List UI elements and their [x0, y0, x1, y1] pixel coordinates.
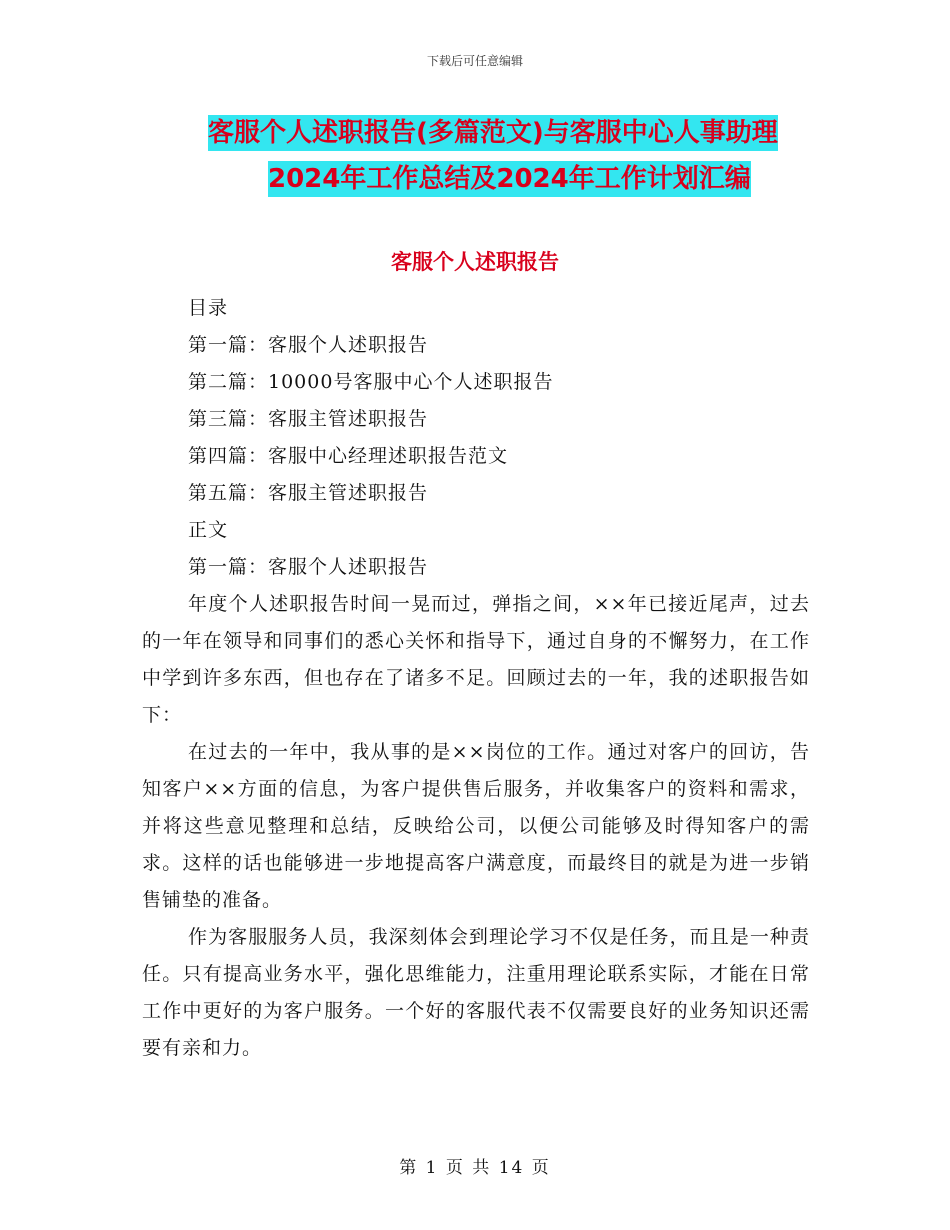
document-title-line-1: [90, 110, 870, 156]
document-title: [90, 110, 870, 202]
body-label: 正文: [188, 519, 229, 541]
body-paragraph: 年度个人述职报告时间一晃而过，弹指之间，××年已接近尾声，过去的一年在领导和同事们的悉心关怀和指导下，通过自身的不懈努力，在工作中学到许多东西，但也存在了诸多不足。回顾过去的一年，我的述职报告如下：: [142, 593, 810, 726]
body-paragraph: 作为客服服务人员，我深刻体会到理论学习不仅是任务，而且是一种责任。只有提高业务水平，强化思维能力，注重用理论联系实际，才能在日常工作中更好的为客户服务。一个好的客服代表不仅需要良好的业务知识还需要有亲和力。: [142, 926, 810, 1059]
title-line-1-text: 客服个人述职报告(多篇范文)与客服中心人事助理: [208, 115, 778, 151]
document-body: [142, 290, 810, 1067]
section-heading: 客服个人述职报告: [391, 250, 559, 274]
chapter-heading: 第一篇：客服个人述职报告: [188, 556, 429, 578]
document-title-line-2: [90, 156, 870, 202]
title-line-2-text: 2024年工作总结及2024年工作计划汇编: [268, 161, 751, 197]
toc-label: 目录: [188, 297, 229, 319]
toc-item: 第四篇：客服中心经理述职报告范文: [188, 445, 509, 467]
body-paragraph: 在过去的一年中，我从事的是××岗位的工作。通过对客户的回访，告知客户××方面的信息，为客户提供售后服务，并收集客户的资料和需求，并将这些意见整理和总结，反映给公司，以便公司能够及时得知客户的需求。这样的话也能够进一步地提高客户满意度，而最终目的就是为进一步销售铺垫的准备。: [142, 741, 810, 911]
toc-item: 第二篇：10000号客服中心个人述职报告: [188, 371, 554, 393]
toc-item: 第一篇：客服个人述职报告: [188, 334, 429, 356]
page-header-note: 下载后可任意编辑: [426, 54, 523, 68]
toc-item: 第三篇：客服主管述职报告: [188, 408, 429, 430]
toc-item: 第五篇：客服主管述职报告: [188, 482, 429, 504]
page-number: 第 1 页 共 14 页: [399, 1158, 551, 1178]
